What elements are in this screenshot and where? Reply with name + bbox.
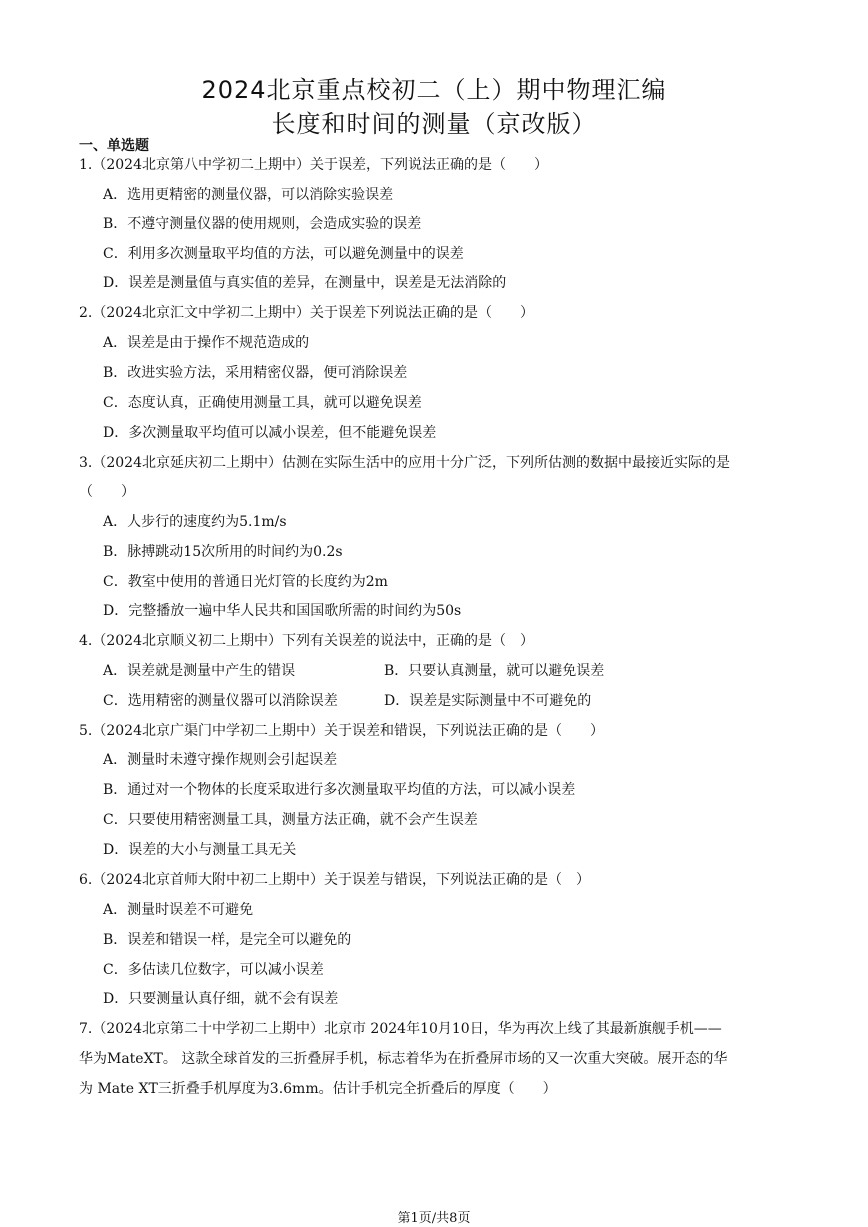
question-4-stem: 4.（2024北京顺义初二上期中）下列有关误差的说法中，正确的是（ ） bbox=[79, 633, 534, 649]
question-3-stem-cont: （ ） bbox=[79, 484, 135, 500]
question-6-option-a: A．测量时误差不可避免 bbox=[103, 902, 254, 918]
question-2-option-a: A．误差是由于操作不规范造成的 bbox=[103, 335, 310, 351]
question-1-option-c: C．利用多次测量取平均值的方法，可以避免测量中的误差 bbox=[103, 246, 464, 262]
question-4-option-c: C．选用精密的测量仪器可以消除误差 bbox=[103, 693, 338, 709]
question-6-option-d: D．只要测量认真仔细，就不会有误差 bbox=[103, 991, 339, 1007]
question-4-option-d: D．误差是实际测量中不可避免的 bbox=[384, 693, 592, 709]
question-6-option-b: B．误差和错误一样，是完全可以避免的 bbox=[103, 932, 352, 948]
question-3-option-a: A．人步行的速度约为5.1m/s bbox=[103, 514, 287, 530]
question-2-option-d: D．多次测量取平均值可以减小误差，但不能避免误差 bbox=[103, 425, 437, 441]
question-5-option-c: C．只要使用精密测量工具，测量方法正确，就不会产生误差 bbox=[103, 812, 478, 828]
page-title-line2: 长度和时间的测量（京改版） bbox=[271, 110, 597, 138]
question-6-option-c: C．多估读几位数字，可以减小误差 bbox=[103, 962, 324, 978]
question-7-stem: 7.（2024北京第二十中学初二上期中）北京市 2024年10月10日，华为再次上线了其最新旗舰手机—— bbox=[79, 1021, 722, 1037]
question-5-option-b: B．通过对一个物体的长度采取进行多次测量取平均值的方法，可以减小误差 bbox=[103, 782, 576, 798]
question-3-option-c: C．教室中使用的普通日光灯管的长度约为2m bbox=[103, 574, 388, 590]
question-3-option-b: B．脉搏跳动15次所用的时间约为0.2s bbox=[103, 544, 343, 560]
question-1-option-a: A．选用更精密的测量仪器，可以消除实验误差 bbox=[103, 187, 394, 203]
section-heading: 一、单选题 bbox=[79, 138, 149, 154]
question-1-option-d: D．误差是测量值与真实值的差异，在测量中，误差是无法消除的 bbox=[103, 275, 507, 291]
question-1-option-b: B．不遵守测量仪器的使用规则，会造成实验的误差 bbox=[103, 216, 422, 232]
question-7-stem-cont2: 为 Mate XT三折叠手机厚度为3.6mm。估计手机完全折叠后的厚度（ ） bbox=[79, 1081, 557, 1097]
question-7-stem-cont: 华为MateXT。 这款全球首发的三折叠屏手机，标志着华为在折叠屏市场的又一次重大突破。展开态的华 bbox=[79, 1051, 728, 1067]
question-3-stem: 3.（2024北京延庆初二上期中）估测在实际生活中的应用十分广泛，下列所估测的数据中最接近实际的是 bbox=[79, 455, 730, 471]
page-number: 第1页/共8页 bbox=[397, 1211, 471, 1226]
question-2-stem: 2.（2024北京汇文中学初二上期中）关于误差下列说法正确的是（ ） bbox=[79, 305, 534, 321]
question-5-option-d: D．误差的大小与测量工具无关 bbox=[103, 842, 297, 858]
question-6-stem: 6.（2024北京首师大附中初二上期中）关于误差与错误，下列说法正确的是（ ） bbox=[79, 872, 590, 888]
question-2-option-b: B．改进实验方法，采用精密仪器，便可消除误差 bbox=[103, 365, 408, 381]
question-4-option-a: A．误差就是测量中产生的错误 bbox=[103, 663, 296, 679]
question-4-option-b: B．只要认真测量，就可以避免误差 bbox=[384, 663, 605, 679]
question-5-option-a: A．测量时未遵守操作规则会引起误差 bbox=[103, 752, 338, 768]
question-2-option-c: C．态度认真，正确使用测量工具，就可以避免误差 bbox=[103, 395, 422, 411]
question-3-option-d: D．完整播放一遍中华人民共和国国歌所需的时间约为50s bbox=[103, 603, 462, 619]
question-1-stem: 1.（2024北京第八中学初二上期中）关于误差，下列说法正确的是（ ） bbox=[79, 157, 548, 173]
page-title-line1: 2024北京重点校初二（上）期中物理汇编 bbox=[201, 76, 667, 104]
question-5-stem: 5.（2024北京广渠门中学初二上期中）关于误差和错误，下列说法正确的是（ ） bbox=[79, 723, 604, 739]
